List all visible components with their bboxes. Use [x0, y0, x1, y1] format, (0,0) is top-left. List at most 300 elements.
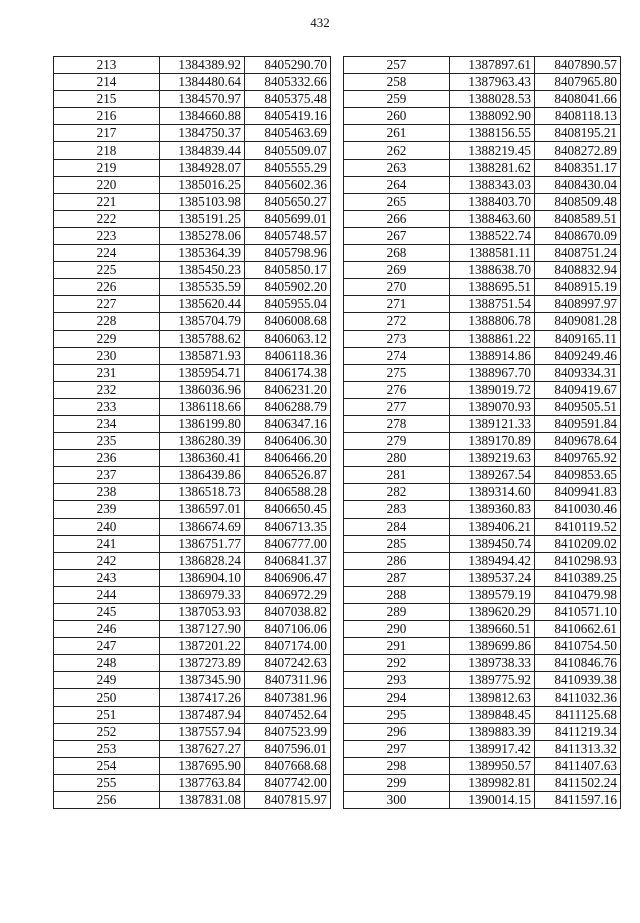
x-coordinate-cell: 1387695.90 — [160, 757, 245, 774]
point-number-cell: 221 — [54, 193, 160, 210]
table-row — [54, 484, 331, 501]
y-coordinate-cell: 8406063.12 — [245, 330, 331, 347]
x-coordinate-cell: 1386360.41 — [160, 450, 245, 467]
y-coordinate-cell: 8405850.17 — [245, 262, 331, 279]
point-number-cell: 285 — [344, 535, 450, 552]
table-row — [54, 518, 331, 535]
y-coordinate-cell: 8411597.16 — [535, 792, 621, 809]
y-coordinate-cell: 8407452.64 — [245, 706, 331, 723]
x-coordinate-cell: 1384750.37 — [160, 125, 245, 142]
y-coordinate-cell: 8409081.28 — [535, 313, 621, 330]
y-coordinate-cell: 8407311.96 — [245, 672, 331, 689]
x-coordinate-cell: 1388403.70 — [450, 193, 535, 210]
table-row — [54, 262, 331, 279]
point-number-cell: 291 — [344, 638, 450, 655]
table-row — [344, 57, 621, 74]
point-number-cell: 280 — [344, 450, 450, 467]
x-coordinate-cell: 1389883.39 — [450, 723, 535, 740]
x-coordinate-cell: 1386036.96 — [160, 381, 245, 398]
x-coordinate-cell: 1388695.51 — [450, 279, 535, 296]
x-coordinate-cell: 1389775.92 — [450, 672, 535, 689]
table-row — [54, 91, 331, 108]
table-row — [344, 552, 621, 569]
table-row — [344, 108, 621, 125]
y-coordinate-cell: 8408351.17 — [535, 159, 621, 176]
point-number-cell: 236 — [54, 450, 160, 467]
table-row — [54, 672, 331, 689]
x-coordinate-cell: 1388914.86 — [450, 347, 535, 364]
point-number-cell: 239 — [54, 501, 160, 518]
x-coordinate-cell: 1387487.94 — [160, 706, 245, 723]
y-coordinate-cell: 8405748.57 — [245, 227, 331, 244]
x-coordinate-cell: 1388092.90 — [450, 108, 535, 125]
table-row — [344, 706, 621, 723]
y-coordinate-cell: 8405902.20 — [245, 279, 331, 296]
table-row — [344, 518, 621, 535]
point-number-cell: 288 — [344, 586, 450, 603]
y-coordinate-cell: 8411313.32 — [535, 740, 621, 757]
point-number-cell: 254 — [54, 757, 160, 774]
coordinates-table-right — [343, 56, 621, 809]
x-coordinate-cell: 1386439.86 — [160, 467, 245, 484]
x-coordinate-cell: 1385191.25 — [160, 210, 245, 227]
y-coordinate-cell: 8407523.99 — [245, 723, 331, 740]
point-number-cell: 298 — [344, 757, 450, 774]
y-coordinate-cell: 8406288.79 — [245, 398, 331, 415]
table-row — [344, 621, 621, 638]
x-coordinate-cell: 1389360.83 — [450, 501, 535, 518]
x-coordinate-cell: 1385450.23 — [160, 262, 245, 279]
y-coordinate-cell: 8405699.01 — [245, 210, 331, 227]
point-number-cell: 241 — [54, 535, 160, 552]
point-number-cell: 265 — [344, 193, 450, 210]
y-coordinate-cell: 8406588.28 — [245, 484, 331, 501]
x-coordinate-cell: 1388281.62 — [450, 159, 535, 176]
y-coordinate-cell: 8407815.97 — [245, 792, 331, 809]
table-row — [54, 125, 331, 142]
point-number-cell: 294 — [344, 689, 450, 706]
y-coordinate-cell: 8406347.16 — [245, 415, 331, 432]
y-coordinate-cell: 8405290.70 — [245, 57, 331, 74]
x-coordinate-cell: 1388861.22 — [450, 330, 535, 347]
y-coordinate-cell: 8405419.16 — [245, 108, 331, 125]
x-coordinate-cell: 1388463.60 — [450, 210, 535, 227]
y-coordinate-cell: 8406650.45 — [245, 501, 331, 518]
table-row — [344, 535, 621, 552]
table-row — [344, 381, 621, 398]
y-coordinate-cell: 8409591.84 — [535, 415, 621, 432]
y-coordinate-cell: 8411219.34 — [535, 723, 621, 740]
point-number-cell: 214 — [54, 74, 160, 91]
table-row — [54, 74, 331, 91]
y-coordinate-cell: 8405375.48 — [245, 91, 331, 108]
y-coordinate-cell: 8410389.25 — [535, 569, 621, 586]
point-number-cell: 264 — [344, 176, 450, 193]
x-coordinate-cell: 1389219.63 — [450, 450, 535, 467]
x-coordinate-cell: 1384660.88 — [160, 108, 245, 125]
table-row — [54, 296, 331, 313]
x-coordinate-cell: 1385788.62 — [160, 330, 245, 347]
point-number-cell: 249 — [54, 672, 160, 689]
x-coordinate-cell: 1387417.26 — [160, 689, 245, 706]
x-coordinate-cell: 1387831.08 — [160, 792, 245, 809]
x-coordinate-cell: 1389170.89 — [450, 433, 535, 450]
x-coordinate-cell: 1385278.06 — [160, 227, 245, 244]
table-row — [344, 433, 621, 450]
y-coordinate-cell: 8405509.07 — [245, 142, 331, 159]
point-number-cell: 219 — [54, 159, 160, 176]
point-number-cell: 215 — [54, 91, 160, 108]
x-coordinate-cell: 1388343.03 — [450, 176, 535, 193]
table-row — [54, 245, 331, 262]
point-number-cell: 224 — [54, 245, 160, 262]
x-coordinate-cell: 1386979.33 — [160, 586, 245, 603]
y-coordinate-cell: 8406526.87 — [245, 467, 331, 484]
table-row — [54, 381, 331, 398]
table-row — [344, 74, 621, 91]
table-row — [344, 398, 621, 415]
y-coordinate-cell: 8407106.06 — [245, 621, 331, 638]
coordinates-table-left — [53, 56, 331, 809]
point-number-cell: 228 — [54, 313, 160, 330]
y-coordinate-cell: 8406008.68 — [245, 313, 331, 330]
x-coordinate-cell: 1388219.45 — [450, 142, 535, 159]
x-coordinate-cell: 1389982.81 — [450, 774, 535, 791]
y-coordinate-cell: 8407742.00 — [245, 774, 331, 791]
table-row — [344, 723, 621, 740]
table-row — [344, 740, 621, 757]
y-coordinate-cell: 8409419.67 — [535, 381, 621, 398]
point-number-cell: 253 — [54, 740, 160, 757]
table-row — [344, 347, 621, 364]
point-number-cell: 287 — [344, 569, 450, 586]
point-number-cell: 274 — [344, 347, 450, 364]
point-number-cell: 276 — [344, 381, 450, 398]
point-number-cell: 272 — [344, 313, 450, 330]
table-row — [54, 586, 331, 603]
y-coordinate-cell: 8410846.76 — [535, 655, 621, 672]
point-number-cell: 218 — [54, 142, 160, 159]
point-number-cell: 277 — [344, 398, 450, 415]
x-coordinate-cell: 1385016.25 — [160, 176, 245, 193]
point-number-cell: 237 — [54, 467, 160, 484]
y-coordinate-cell: 8407596.01 — [245, 740, 331, 757]
x-coordinate-cell: 1387897.61 — [450, 57, 535, 74]
x-coordinate-cell: 1387345.90 — [160, 672, 245, 689]
table-row — [344, 672, 621, 689]
table-row — [344, 364, 621, 381]
point-number-cell: 252 — [54, 723, 160, 740]
point-number-cell: 279 — [344, 433, 450, 450]
table-row — [54, 740, 331, 757]
x-coordinate-cell: 1387963.43 — [450, 74, 535, 91]
y-coordinate-cell: 8408670.09 — [535, 227, 621, 244]
y-coordinate-cell: 8405798.96 — [245, 245, 331, 262]
table-row — [54, 347, 331, 364]
table-row — [54, 621, 331, 638]
y-coordinate-cell: 8407038.82 — [245, 604, 331, 621]
table-row — [54, 569, 331, 586]
x-coordinate-cell: 1389537.24 — [450, 569, 535, 586]
table-row — [54, 398, 331, 415]
point-number-cell: 262 — [344, 142, 450, 159]
y-coordinate-cell: 8406906.47 — [245, 569, 331, 586]
y-coordinate-cell: 8407668.68 — [245, 757, 331, 774]
table-row — [344, 774, 621, 791]
x-coordinate-cell: 1388751.54 — [450, 296, 535, 313]
y-coordinate-cell: 8408118.13 — [535, 108, 621, 125]
y-coordinate-cell: 8411502.24 — [535, 774, 621, 791]
point-number-cell: 289 — [344, 604, 450, 621]
point-number-cell: 238 — [54, 484, 160, 501]
point-number-cell: 245 — [54, 604, 160, 621]
table-row — [344, 792, 621, 809]
y-coordinate-cell: 8405463.69 — [245, 125, 331, 142]
x-coordinate-cell: 1389579.19 — [450, 586, 535, 603]
y-coordinate-cell: 8410662.61 — [535, 621, 621, 638]
x-coordinate-cell: 1388028.53 — [450, 91, 535, 108]
table-row — [344, 638, 621, 655]
y-coordinate-cell: 8408272.89 — [535, 142, 621, 159]
y-coordinate-cell: 8408751.24 — [535, 245, 621, 262]
x-coordinate-cell: 1386597.01 — [160, 501, 245, 518]
x-coordinate-cell: 1390014.15 — [450, 792, 535, 809]
y-coordinate-cell: 8405332.66 — [245, 74, 331, 91]
point-number-cell: 266 — [344, 210, 450, 227]
y-coordinate-cell: 8410209.02 — [535, 535, 621, 552]
table-row — [344, 227, 621, 244]
table-row — [344, 91, 621, 108]
y-coordinate-cell: 8410939.38 — [535, 672, 621, 689]
table-row — [54, 689, 331, 706]
x-coordinate-cell: 1385103.98 — [160, 193, 245, 210]
table-row — [344, 262, 621, 279]
table-row — [344, 125, 621, 142]
point-number-cell: 222 — [54, 210, 160, 227]
x-coordinate-cell: 1389848.45 — [450, 706, 535, 723]
table-row — [344, 467, 621, 484]
table-row — [344, 279, 621, 296]
point-number-cell: 282 — [344, 484, 450, 501]
x-coordinate-cell: 1389070.93 — [450, 398, 535, 415]
point-number-cell: 278 — [344, 415, 450, 432]
point-number-cell: 260 — [344, 108, 450, 125]
point-number-cell: 223 — [54, 227, 160, 244]
point-number-cell: 267 — [344, 227, 450, 244]
point-number-cell: 292 — [344, 655, 450, 672]
x-coordinate-cell: 1384480.64 — [160, 74, 245, 91]
x-coordinate-cell: 1388581.11 — [450, 245, 535, 262]
table-row — [344, 484, 621, 501]
point-number-cell: 261 — [344, 125, 450, 142]
point-number-cell: 269 — [344, 262, 450, 279]
y-coordinate-cell: 8411125.68 — [535, 706, 621, 723]
y-coordinate-cell: 8409334.31 — [535, 364, 621, 381]
y-coordinate-cell: 8409505.51 — [535, 398, 621, 415]
point-number-cell: 256 — [54, 792, 160, 809]
point-number-cell: 273 — [344, 330, 450, 347]
x-coordinate-cell: 1384839.44 — [160, 142, 245, 159]
table-row — [54, 159, 331, 176]
y-coordinate-cell: 8406406.30 — [245, 433, 331, 450]
y-coordinate-cell: 8405602.36 — [245, 176, 331, 193]
point-number-cell: 247 — [54, 638, 160, 655]
point-number-cell: 286 — [344, 552, 450, 569]
table-row — [54, 792, 331, 809]
point-number-cell: 259 — [344, 91, 450, 108]
x-coordinate-cell: 1387273.89 — [160, 655, 245, 672]
point-number-cell: 231 — [54, 364, 160, 381]
point-number-cell: 232 — [54, 381, 160, 398]
table-row — [54, 467, 331, 484]
y-coordinate-cell: 8407965.80 — [535, 74, 621, 91]
point-number-cell: 240 — [54, 518, 160, 535]
point-number-cell: 251 — [54, 706, 160, 723]
point-number-cell: 248 — [54, 655, 160, 672]
point-number-cell: 283 — [344, 501, 450, 518]
point-number-cell: 227 — [54, 296, 160, 313]
y-coordinate-cell: 8411407.63 — [535, 757, 621, 774]
table-row — [54, 193, 331, 210]
y-coordinate-cell: 8408509.48 — [535, 193, 621, 210]
table-row — [54, 757, 331, 774]
x-coordinate-cell: 1388806.78 — [450, 313, 535, 330]
point-number-cell: 217 — [54, 125, 160, 142]
x-coordinate-cell: 1387557.94 — [160, 723, 245, 740]
y-coordinate-cell: 8407242.63 — [245, 655, 331, 672]
y-coordinate-cell: 8408589.51 — [535, 210, 621, 227]
table-row — [54, 450, 331, 467]
y-coordinate-cell: 8405955.04 — [245, 296, 331, 313]
y-coordinate-cell: 8408915.19 — [535, 279, 621, 296]
x-coordinate-cell: 1385954.71 — [160, 364, 245, 381]
table-row — [54, 210, 331, 227]
table-row — [54, 604, 331, 621]
y-coordinate-cell: 8408832.94 — [535, 262, 621, 279]
point-number-cell: 275 — [344, 364, 450, 381]
table-row — [54, 552, 331, 569]
point-number-cell: 225 — [54, 262, 160, 279]
table-row — [344, 330, 621, 347]
table-row — [344, 296, 621, 313]
x-coordinate-cell: 1388967.70 — [450, 364, 535, 381]
y-coordinate-cell: 8407381.96 — [245, 689, 331, 706]
x-coordinate-cell: 1389699.86 — [450, 638, 535, 655]
table-row — [344, 415, 621, 432]
x-coordinate-cell: 1386518.73 — [160, 484, 245, 501]
y-coordinate-cell: 8407174.00 — [245, 638, 331, 655]
y-coordinate-cell: 8411032.36 — [535, 689, 621, 706]
x-coordinate-cell: 1389406.21 — [450, 518, 535, 535]
point-number-cell: 213 — [54, 57, 160, 74]
y-coordinate-cell: 8406841.37 — [245, 552, 331, 569]
point-number-cell: 293 — [344, 672, 450, 689]
x-coordinate-cell: 1387201.22 — [160, 638, 245, 655]
point-number-cell: 297 — [344, 740, 450, 757]
x-coordinate-cell: 1385620.44 — [160, 296, 245, 313]
x-coordinate-cell: 1389450.74 — [450, 535, 535, 552]
point-number-cell: 281 — [344, 467, 450, 484]
point-number-cell: 244 — [54, 586, 160, 603]
point-number-cell: 220 — [54, 176, 160, 193]
x-coordinate-cell: 1384389.92 — [160, 57, 245, 74]
x-coordinate-cell: 1388522.74 — [450, 227, 535, 244]
x-coordinate-cell: 1388638.70 — [450, 262, 535, 279]
x-coordinate-cell: 1389121.33 — [450, 415, 535, 432]
table-row — [54, 142, 331, 159]
x-coordinate-cell: 1386751.77 — [160, 535, 245, 552]
x-coordinate-cell: 1389019.72 — [450, 381, 535, 398]
table-row — [344, 245, 621, 262]
table-row — [344, 210, 621, 227]
x-coordinate-cell: 1389738.33 — [450, 655, 535, 672]
y-coordinate-cell: 8406972.29 — [245, 586, 331, 603]
x-coordinate-cell: 1386199.80 — [160, 415, 245, 432]
table-row — [54, 501, 331, 518]
point-number-cell: 290 — [344, 621, 450, 638]
y-coordinate-cell: 8410571.10 — [535, 604, 621, 621]
y-coordinate-cell: 8408195.21 — [535, 125, 621, 142]
x-coordinate-cell: 1384570.97 — [160, 91, 245, 108]
y-coordinate-cell: 8406466.20 — [245, 450, 331, 467]
table-row — [344, 757, 621, 774]
point-number-cell: 270 — [344, 279, 450, 296]
y-coordinate-cell: 8410119.52 — [535, 518, 621, 535]
table-row — [54, 227, 331, 244]
table-row — [344, 586, 621, 603]
point-number-cell: 296 — [344, 723, 450, 740]
y-coordinate-cell: 8410030.46 — [535, 501, 621, 518]
y-coordinate-cell: 8407890.57 — [535, 57, 621, 74]
y-coordinate-cell: 8408997.97 — [535, 296, 621, 313]
x-coordinate-cell: 1385364.39 — [160, 245, 245, 262]
x-coordinate-cell: 1384928.07 — [160, 159, 245, 176]
x-coordinate-cell: 1389812.63 — [450, 689, 535, 706]
point-number-cell: 233 — [54, 398, 160, 415]
table-row — [54, 535, 331, 552]
y-coordinate-cell: 8406713.35 — [245, 518, 331, 535]
point-number-cell: 300 — [344, 792, 450, 809]
y-coordinate-cell: 8409249.46 — [535, 347, 621, 364]
x-coordinate-cell: 1386674.69 — [160, 518, 245, 535]
y-coordinate-cell: 8410754.50 — [535, 638, 621, 655]
x-coordinate-cell: 1389267.54 — [450, 467, 535, 484]
x-coordinate-cell: 1387763.84 — [160, 774, 245, 791]
point-number-cell: 242 — [54, 552, 160, 569]
y-coordinate-cell: 8409941.83 — [535, 484, 621, 501]
x-coordinate-cell: 1385704.79 — [160, 313, 245, 330]
point-number-cell: 229 — [54, 330, 160, 347]
point-number-cell: 234 — [54, 415, 160, 432]
point-number-cell: 263 — [344, 159, 450, 176]
x-coordinate-cell: 1386118.66 — [160, 398, 245, 415]
table-row — [54, 108, 331, 125]
table-row — [54, 279, 331, 296]
table-row — [54, 313, 331, 330]
x-coordinate-cell: 1389660.51 — [450, 621, 535, 638]
y-coordinate-cell: 8410298.93 — [535, 552, 621, 569]
x-coordinate-cell: 1387053.93 — [160, 604, 245, 621]
point-number-cell: 216 — [54, 108, 160, 125]
page-number: 432 — [310, 15, 330, 30]
point-number-cell: 235 — [54, 433, 160, 450]
table-row — [344, 450, 621, 467]
table-row — [344, 159, 621, 176]
x-coordinate-cell: 1386828.24 — [160, 552, 245, 569]
x-coordinate-cell: 1389620.29 — [450, 604, 535, 621]
point-number-cell: 299 — [344, 774, 450, 791]
table-row — [54, 723, 331, 740]
